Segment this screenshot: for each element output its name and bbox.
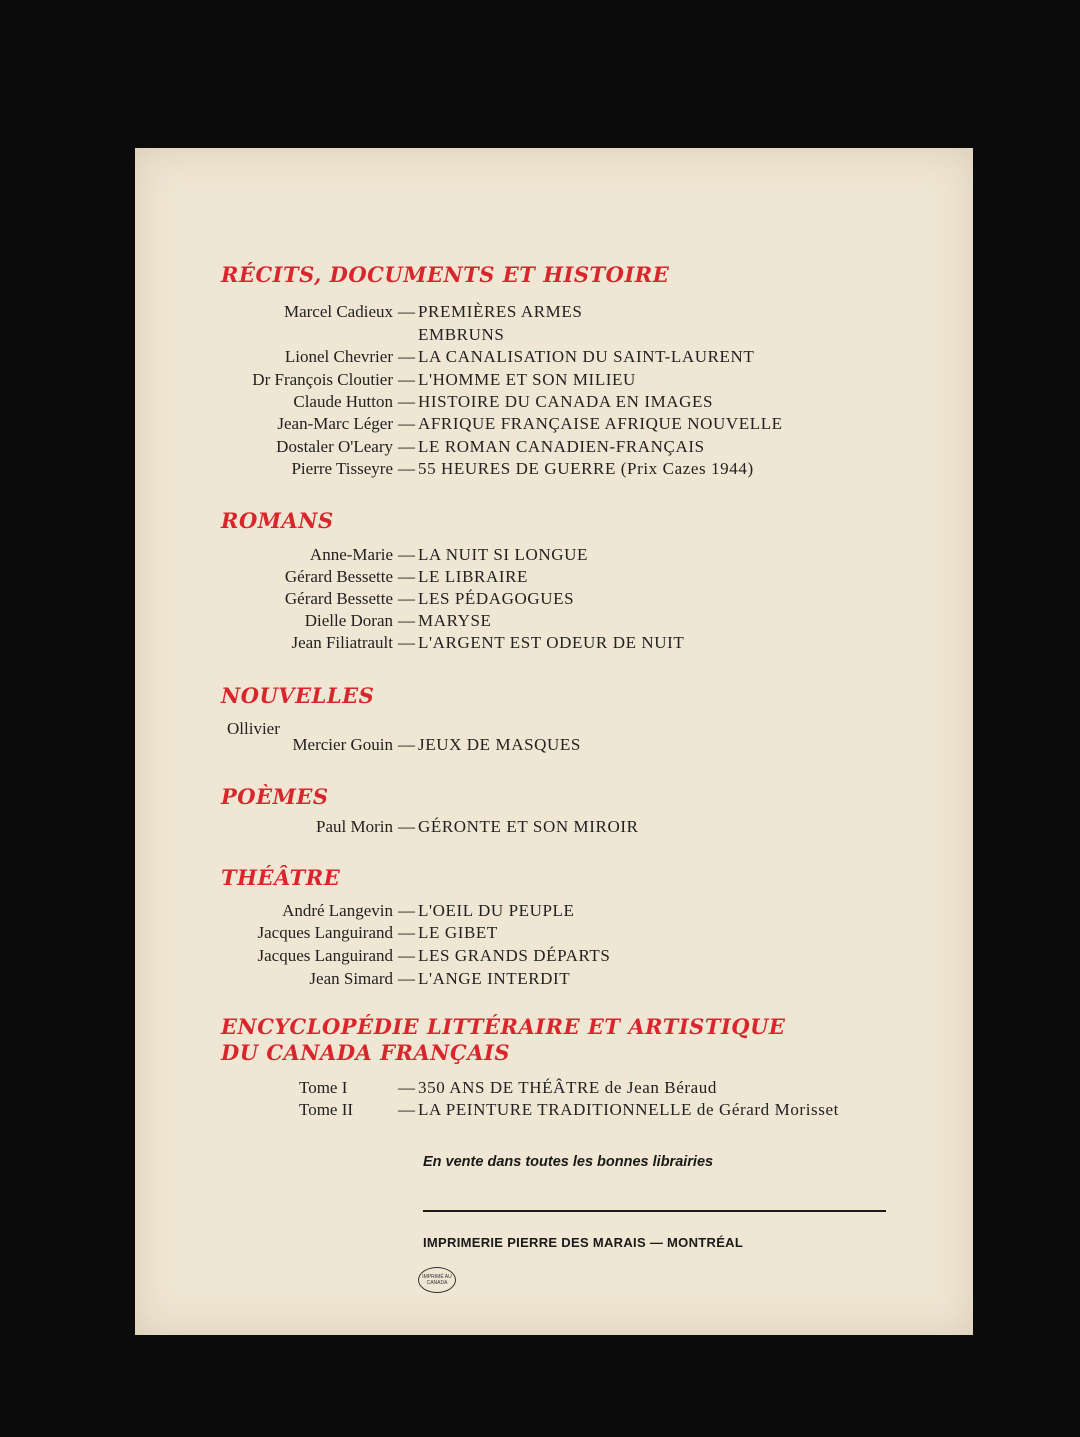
author-name: Marcel Cadieux [283, 302, 393, 321]
book-title: LE ROMAN CANADIEN-FRANÇAIS [418, 437, 705, 456]
list-item [135, 900, 973, 922]
author-name: Anne-Marie [309, 545, 393, 564]
list-item [135, 566, 973, 588]
list-item [135, 1077, 973, 1099]
book-title: LE GIBET [418, 923, 498, 942]
section-heading-theatre: THÉÂTRE [221, 865, 341, 890]
list-item [135, 632, 973, 654]
book-title: LA CANALISATION DU SAINT-LAURENT [418, 347, 755, 366]
list-item [135, 922, 973, 944]
list-item [135, 610, 973, 632]
dash: — [398, 370, 415, 389]
dash: — [398, 459, 415, 478]
dash: — [398, 735, 415, 754]
tome-label: Tome I [299, 1078, 348, 1097]
author-name: Lionel Chevrier [284, 347, 393, 366]
list-item [135, 588, 973, 610]
dash: — [398, 946, 415, 965]
section-heading-romans: ROMANS [221, 508, 334, 533]
list-item [135, 301, 973, 323]
author-name: Dostaler O'Leary [276, 437, 393, 456]
tome-label: Tome II [299, 1100, 354, 1119]
list-item [135, 968, 973, 990]
section-heading-encyclopedie-line2: DU CANADA FRANÇAIS [221, 1040, 510, 1065]
book-title: LES GRANDS DÉPARTS [418, 946, 611, 965]
dash: — [398, 611, 415, 630]
stamp-text: IMPRIMÉ AU CANADA [422, 1274, 452, 1286]
dash: — [398, 1100, 415, 1119]
list-item [135, 734, 973, 756]
dash: — [398, 545, 415, 564]
printer-imprint: IMPRIMERIE PIERRE DES MARAIS — MONTRÉAL [423, 1235, 744, 1250]
author-name: Jacques Languirand [257, 923, 393, 942]
list-item [135, 544, 973, 566]
list-item [135, 945, 973, 967]
author-name: Jean-Marc Léger [277, 414, 393, 433]
dash: — [398, 969, 415, 988]
list-item [135, 1099, 973, 1121]
list-item [135, 436, 973, 458]
book-title: LA PEINTURE TRADITIONNELLE de Gérard Morisset [418, 1100, 839, 1119]
book-title: L'HOMME ET SON MILIEU [418, 370, 636, 389]
availability-note: En vente dans toutes les bonnes librairies [423, 1154, 714, 1170]
author-name: André Langevin [282, 901, 393, 920]
author-name: Ollivier [227, 719, 280, 738]
author-name: Mercier Gouin [292, 735, 393, 754]
list-item [135, 816, 973, 838]
author-name: Jacques Languirand [257, 946, 393, 965]
book-title: MARYSE [418, 611, 492, 630]
book-title: L'OEIL DU PEUPLE [418, 901, 575, 920]
list-item [135, 413, 973, 435]
author-name: Dr François Cloutier [252, 370, 393, 389]
book-title: LA NUIT SI LONGUE [418, 545, 588, 564]
list-item [135, 391, 973, 413]
book-title: L'ANGE INTERDIT [418, 969, 571, 988]
book-title: LE LIBRAIRE [418, 567, 529, 586]
author-name: Gérard Bessette [284, 589, 393, 608]
dash: — [398, 633, 415, 652]
book-title: 55 HEURES DE GUERRE (Prix Cazes 1944) [418, 459, 754, 478]
dash: — [398, 589, 415, 608]
book-title: HISTOIRE DU CANADA EN IMAGES [418, 392, 714, 411]
book-title: PREMIÈRES ARMES [418, 302, 583, 321]
printed-in-canada-stamp [418, 1267, 456, 1293]
list-item [135, 458, 973, 480]
book-title: JEUX DE MASQUES [418, 735, 581, 754]
dash: — [398, 347, 415, 366]
author-name: Jean Simard [309, 969, 393, 988]
book-title: 350 ANS DE THÉÂTRE de Jean Béraud [418, 1078, 717, 1097]
list-item [135, 324, 973, 346]
dash: — [398, 817, 415, 836]
author-name: Paul Morin [316, 817, 393, 836]
author-name: Gérard Bessette [284, 567, 393, 586]
book-title: L'ARGENT EST ODEUR DE NUIT [418, 633, 685, 652]
dash: — [398, 923, 415, 942]
list-item [135, 346, 973, 368]
book-title: GÉRONTE ET SON MIROIR [418, 817, 639, 836]
section-heading-poemes: POÈMES [221, 784, 329, 809]
dash: — [398, 567, 415, 586]
author-name: Pierre Tisseyre [291, 459, 393, 478]
author-name: Jean Filiatrault [291, 633, 393, 652]
section-heading-nouvelles: NOUVELLES [221, 683, 375, 708]
dash: — [398, 437, 415, 456]
author-name: Dielle Doran [304, 611, 393, 630]
list-item [135, 369, 973, 391]
book-title: AFRIQUE FRANÇAISE AFRIQUE NOUVELLE [418, 414, 783, 433]
book-title: LES PÉDAGOGUES [418, 589, 575, 608]
dash: — [398, 414, 415, 433]
book-back-cover [135, 148, 973, 1335]
dash: — [398, 901, 415, 920]
dash: — [398, 392, 415, 411]
dash: — [398, 302, 415, 321]
divider [423, 1210, 886, 1212]
author-name: Claude Hutton [293, 392, 393, 411]
dash: — [398, 1078, 415, 1097]
section-heading-encyclopedie: ENCYCLOPÉDIE LITTÉRAIRE ET ARTISTIQUE [221, 1014, 786, 1039]
book-title: EMBRUNS [418, 325, 505, 344]
section-heading-recits: RÉCITS, DOCUMENTS ET HISTOIRE [221, 262, 670, 287]
